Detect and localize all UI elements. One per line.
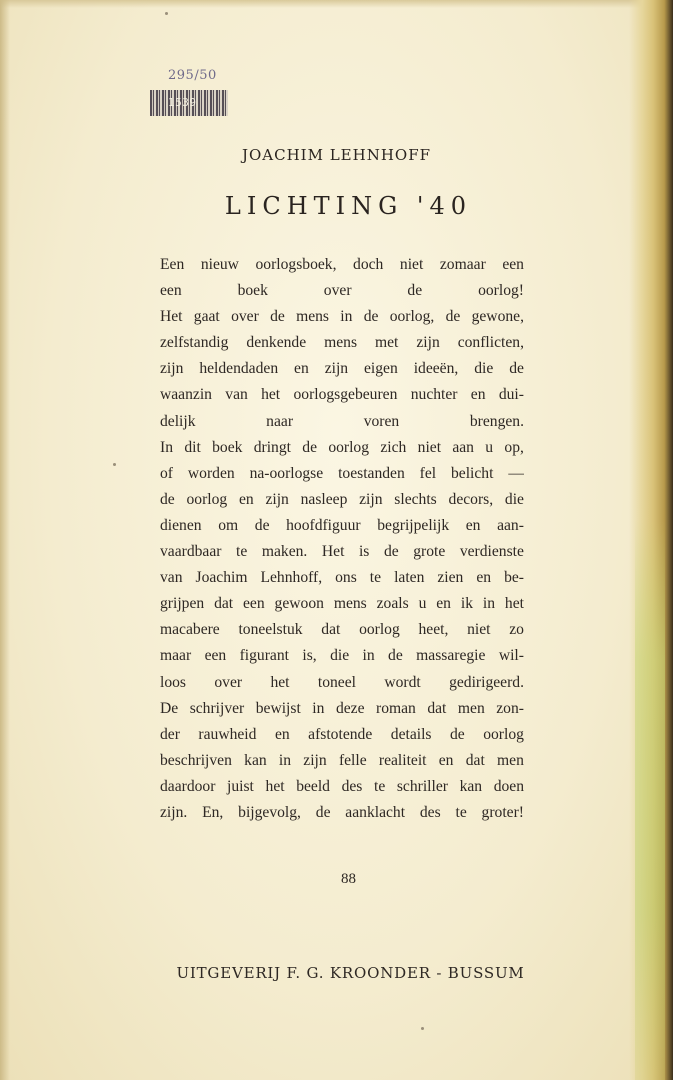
blurb-line: de oorlog en zijn nasleep zijn slechts decors, die bbox=[160, 490, 524, 508]
blurb-line: loos over het toneel wordt gedirigeerd. bbox=[160, 673, 524, 691]
blurb-line: maar een figurant is, die in de massaregie wil- bbox=[160, 647, 524, 665]
cover-top-edge bbox=[0, 0, 673, 8]
blurb-line: dienen om de hoofdfiguur begrijpelijk en aan- bbox=[160, 516, 524, 534]
library-barcode-text: 1539 bbox=[168, 96, 197, 109]
blurb-line: delijk naar voren brengen. bbox=[160, 412, 524, 430]
paper-speck bbox=[165, 12, 168, 15]
blurb-line: een boek over de oorlog! bbox=[160, 282, 524, 300]
library-stamp-number: 295/50 bbox=[168, 68, 217, 83]
blurb-line: daardoor juist het beeld des te schriller kan doen bbox=[160, 777, 524, 795]
blurb-line: waanzin van het oorlogsgebeuren nuchter en dui- bbox=[160, 386, 524, 404]
blurb-line: van Joachim Lehnhoff, ons te laten zien en be- bbox=[160, 569, 524, 587]
author-name: JOACHIM LEHNHOFF bbox=[241, 146, 432, 164]
blurb-line: zelfstandig denkende mens met zijn conflicten, bbox=[160, 334, 524, 352]
blurb-text bbox=[160, 252, 524, 826]
blurb-line: of worden na-oorlogse toestanden fel belicht — bbox=[160, 464, 524, 482]
blurb-line: In dit boek dringt de oorlog zich niet aan u op, bbox=[160, 438, 524, 456]
spine-stain bbox=[635, 520, 665, 1080]
blurb-line: macabere toneelstuk dat oorlog heet, niet zo bbox=[160, 621, 524, 639]
publisher-name: UITGEVERIJ F. G. KROONDER - BUSSUM bbox=[176, 964, 525, 982]
blurb-line: beschrijven kan in zijn felle realiteit en dat men bbox=[160, 751, 524, 769]
blurb-line: De schrijver bewijst in deze roman dat men zon- bbox=[160, 699, 524, 717]
blurb-line: Een nieuw oorlogsboek, doch niet zomaar een bbox=[160, 256, 524, 273]
blurb-line: grijpen dat een gewoon mens zoals u en ik in het bbox=[160, 595, 524, 613]
blurb-line: Het gaat over de mens in de oorlog, de gewone, bbox=[160, 308, 524, 326]
page-number: 88 bbox=[341, 871, 356, 887]
blurb-line: zijn. En, bijgevolg, de aanklacht des te groter! bbox=[160, 803, 524, 821]
paper-speck bbox=[421, 1027, 424, 1030]
blurb-line: der rauwheid en afstotende details de oorlog bbox=[160, 725, 524, 743]
book-title: LICHTING '40 bbox=[224, 192, 473, 220]
blurb-line: vaardbaar te maken. Het is de grote verdienste bbox=[160, 543, 524, 561]
blurb-line: zijn heldendaden en zijn eigen ideeën, die de bbox=[160, 360, 524, 378]
paper-speck bbox=[113, 463, 116, 466]
